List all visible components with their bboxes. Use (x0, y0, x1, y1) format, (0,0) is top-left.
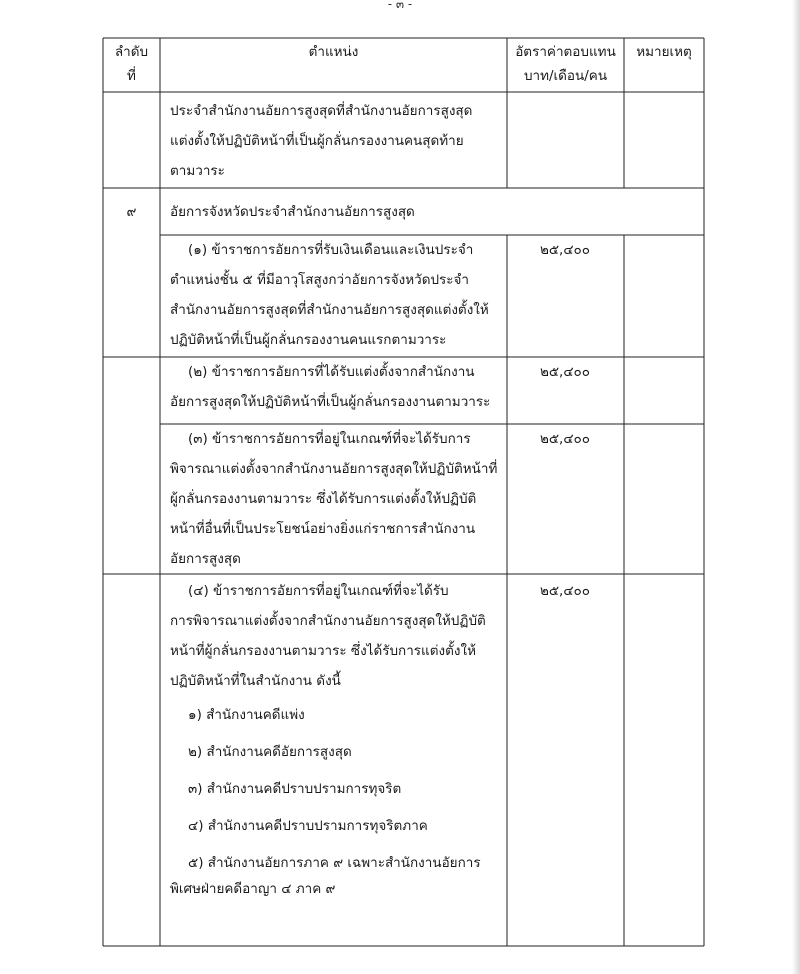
subitem: ๕) สำนักงานอัยการภาค ๙ เฉพาะสำนักงานอัยการ (188, 855, 481, 871)
section-number: ๙ (126, 204, 137, 220)
item-line: สำนักงานอัยการสูงสุดที่สำนักงานอัยการสูงสุดแต่งตั้งให้ (170, 302, 489, 318)
subitem: ๑) สำนักงานคดีแพ่ง (188, 707, 305, 723)
item-line: (๔) ข้าราชการอัยการที่อยู่ในเกณฑ์ที่จะได้รับ (188, 583, 449, 599)
header-no (103, 38, 160, 90)
continued-line: ประจำสำนักงานอัยการสูงสุดที่สำนักงานอัยการสูงสุด (170, 103, 473, 119)
item-line: (๒) ข้าราชการอัยการที่ได้รับแต่งตั้งจากสำนักงาน (188, 364, 475, 380)
continued-text (170, 96, 472, 186)
item-1-text (170, 235, 489, 355)
item-4-subitems (188, 697, 481, 882)
item-3-amount: ๒๕,๔๐๐ (539, 431, 591, 447)
item-line: (๓) ข้าราชการอัยการที่อยู่ในเกณฑ์ที่จะได้รับการ (188, 431, 471, 447)
header-position: ตำแหน่ง (308, 44, 359, 60)
header-remark: หมายเหตุ (636, 44, 692, 60)
item-2-amount: ๒๕,๔๐๐ (539, 364, 591, 380)
header-rate-line2: บาท/เดือน/คน (523, 68, 608, 84)
item-line: ผู้กลั่นกรองงานตามวาระ ซึ่งได้รับการแต่งตั้งให้ปฏิบัติ (170, 491, 477, 507)
subitem: ๔) สำนักงานคดีปราบปรามการทุจริตภาค (188, 818, 428, 834)
item-line: (๑) ข้าราชการอัยการที่รับเงินเดือนและเงินประจำ (188, 242, 474, 258)
item-line: หน้าที่อื่นที่เป็นประโยชน์อย่างยิ่งแก่ราชการสำนักงาน (170, 521, 476, 537)
item-line: ปฏิบัติหน้าที่เป็นผู้กลั่นกรองงานคนแรกตามวาระ (170, 332, 447, 348)
item-4-text (170, 576, 486, 696)
item-line: พิจารณาแต่งตั้งจากสำนักงานอัยการสูงสุดให้ปฏิบัติหน้าที่ (170, 461, 498, 477)
page-number: - ๓ - (387, 0, 413, 11)
item-3-text (170, 424, 497, 574)
subitem: ๓) สำนักงานคดีปราบปรามการทุจริต (188, 781, 402, 797)
item-2-text (170, 357, 490, 417)
header-no-line2: ที่ (127, 68, 136, 84)
subitem: ๒) สำนักงานคดีอัยการสูงสุด (188, 744, 352, 760)
continued-line: ตามวาระ (170, 163, 225, 179)
header-rate-line1: อัตราค่าตอบแทน (515, 44, 616, 60)
continued-line: แต่งตั้งให้ปฏิบัติหน้าที่เป็นผู้กลั่นกรองงานคนสุดท้าย (170, 133, 464, 149)
header-no-line1: ลำดับ (114, 44, 149, 60)
item-line: ตำแหน่งชั้น ๕ ที่มีอาวุโสสูงกว่าอัยการจังหวัดประจำ (170, 272, 470, 288)
item-line: หน้าที่ผู้กลั่นกรองงานตามวาระ ซึ่งได้รับการแต่งตั้งให้ (170, 643, 476, 659)
item-4-amount: ๒๕,๔๐๐ (539, 583, 591, 599)
item-line: ปฏิบัติหน้าที่ในสำนักงาน ดังนี้ (170, 673, 341, 689)
item-line: อัยการสูงสุดให้ปฏิบัติหน้าที่เป็นผู้กลั่นกรองงานตามวาระ (170, 394, 491, 410)
section-title: อัยการจังหวัดประจำสำนักงานอัยการสูงสุด (170, 204, 415, 220)
item-4-last-line: พิเศษฝ่ายคดีอาญา ๔ ภาค ๙ (170, 881, 336, 897)
item-1-amount: ๒๕,๔๐๐ (539, 242, 591, 258)
item-line: อัยการสูงสุด (170, 551, 241, 567)
header-rate (507, 38, 624, 90)
item-line: การพิจารณาแต่งตั้งจากสำนักงานอัยการสูงสุดให้ปฏิบัติ (170, 613, 486, 629)
